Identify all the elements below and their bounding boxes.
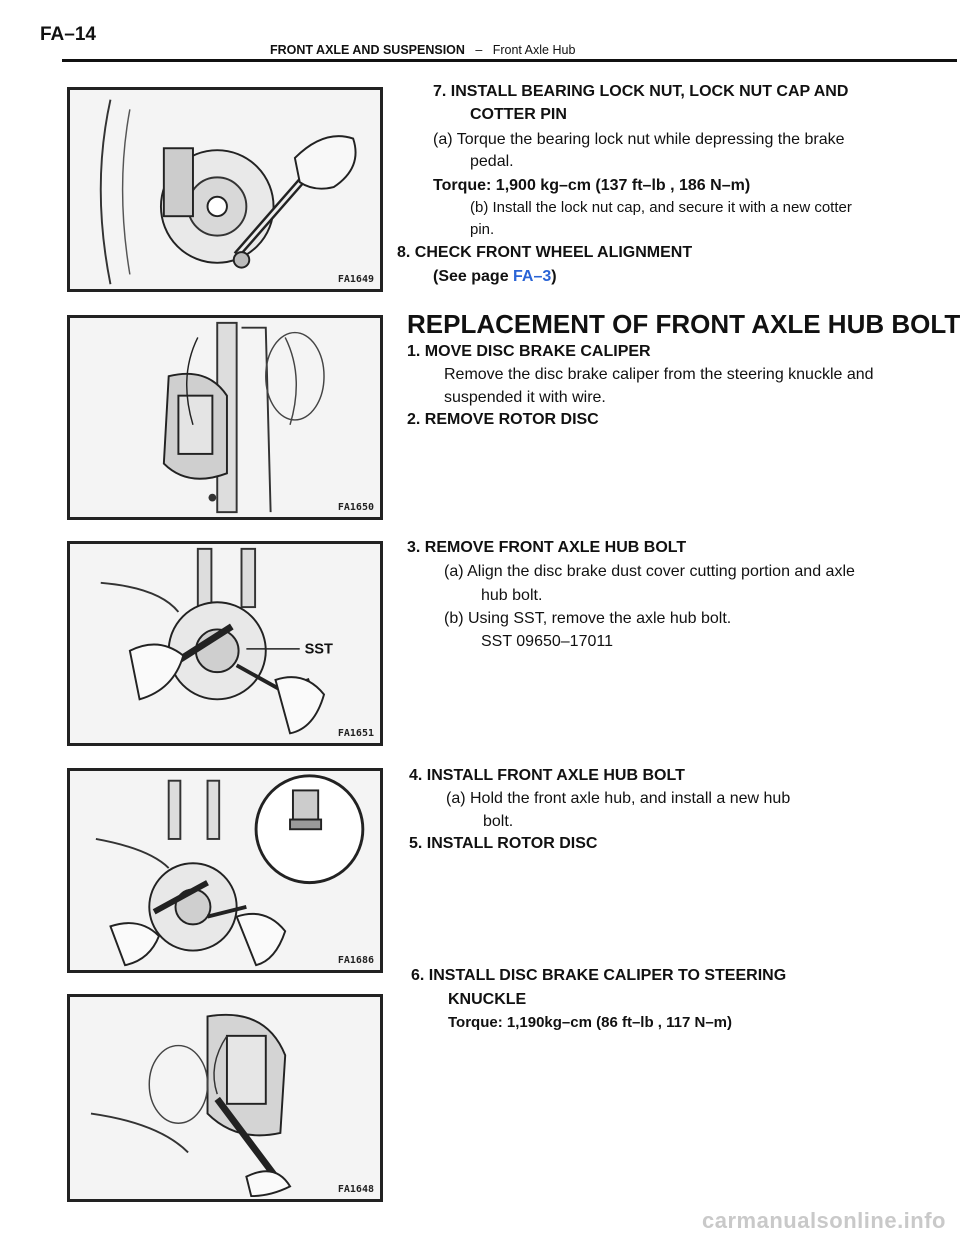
step-5-title: 5. INSTALL ROTOR DISC xyxy=(409,835,598,852)
figure-install-hub-bolt xyxy=(67,768,383,973)
step-8-title: 8. CHECK FRONT WHEEL ALIGNMENT xyxy=(397,244,693,261)
header-rule xyxy=(62,59,957,62)
page-link-fa-3[interactable]: FA–3 xyxy=(513,268,552,285)
step-4a-text: (a) Hold the front axle hub, and install a new hub xyxy=(446,790,791,807)
section-separator: – xyxy=(475,43,483,57)
page-number: FA–14 xyxy=(40,24,96,45)
subsection-name: Front Axle Hub xyxy=(492,43,576,57)
caliper-illustration xyxy=(70,318,380,517)
figure-code: FA1686 xyxy=(337,955,374,966)
step-6-title: 6. INSTALL DISC BRAKE CALIPER TO STEERING xyxy=(411,967,787,984)
step-1-text: Remove the disc brake caliper from the steering knuckle and xyxy=(444,366,874,383)
caliper-install-illustration xyxy=(70,997,380,1199)
step-3-title: 3. REMOVE FRONT AXLE HUB BOLT xyxy=(407,539,687,556)
step-7b-text: (b) Install the lock nut cap, and secure it with a new cotter xyxy=(470,199,852,216)
step-1-title: 1. MOVE DISC BRAKE CALIPER xyxy=(407,343,651,360)
watermark: carmanualsonline.info xyxy=(702,1208,946,1233)
figure-remove-hub-bolt xyxy=(67,541,383,746)
step-4a-text-cont: bolt. xyxy=(483,813,514,830)
section-title xyxy=(270,43,575,57)
see-page-prefix: (See page xyxy=(433,268,514,285)
sst-number: SST 09650–17011 xyxy=(481,633,613,650)
figure-code: FA1649 xyxy=(337,274,374,285)
figure-code: FA1650 xyxy=(337,502,374,513)
step-6-torque-spec: Torque: 1,190kg–cm (86 ft–lb , 117 N–m) xyxy=(448,1014,732,1031)
step-7a-text-cont: pedal. xyxy=(470,153,514,170)
sst-callout: SST xyxy=(304,641,333,658)
hub-bolt-install-illustration xyxy=(70,771,380,970)
brake-hub-illustration xyxy=(70,90,380,289)
figure-disc-brake-caliper xyxy=(67,315,383,520)
step-4-title: 4. INSTALL FRONT AXLE HUB BOLT xyxy=(409,767,685,784)
step-3a-text-cont: hub bolt. xyxy=(481,587,543,604)
see-page-suffix: ) xyxy=(551,268,557,285)
step-7a-text: (a) Torque the bearing lock nut while depressing the brake xyxy=(433,131,845,148)
step-7b-text-cont: pin. xyxy=(470,221,495,238)
step-7-title-cont: COTTER PIN xyxy=(470,106,567,123)
step-3b-text: (b) Using SST, remove the axle hub bolt. xyxy=(444,610,732,627)
figure-code: FA1648 xyxy=(337,1184,374,1195)
section-name: FRONT AXLE AND SUSPENSION xyxy=(270,43,465,57)
figure-torque-lock-nut xyxy=(67,87,383,292)
section-heading: REPLACEMENT OF FRONT AXLE HUB BOLT xyxy=(407,309,960,339)
step-1-text-cont: suspended it with wire. xyxy=(444,389,606,406)
figure-code: FA1651 xyxy=(337,728,374,739)
step-6-title-cont: KNUCKLE xyxy=(448,991,527,1008)
step-7-torque-spec: Torque: 1,900 kg–cm (137 ft–lb , 186 N–m) xyxy=(433,177,751,194)
figure-install-caliper xyxy=(67,994,383,1202)
hub-bolt-removal-illustration xyxy=(70,544,380,743)
step-3a-text: (a) Align the disc brake dust cover cutting portion and axle xyxy=(444,563,855,580)
step-2-title: 2. REMOVE ROTOR DISC xyxy=(407,411,599,428)
step-7-title: 7. INSTALL BEARING LOCK NUT, LOCK NUT CAP AND xyxy=(433,83,849,100)
see-page-reference xyxy=(433,266,557,288)
